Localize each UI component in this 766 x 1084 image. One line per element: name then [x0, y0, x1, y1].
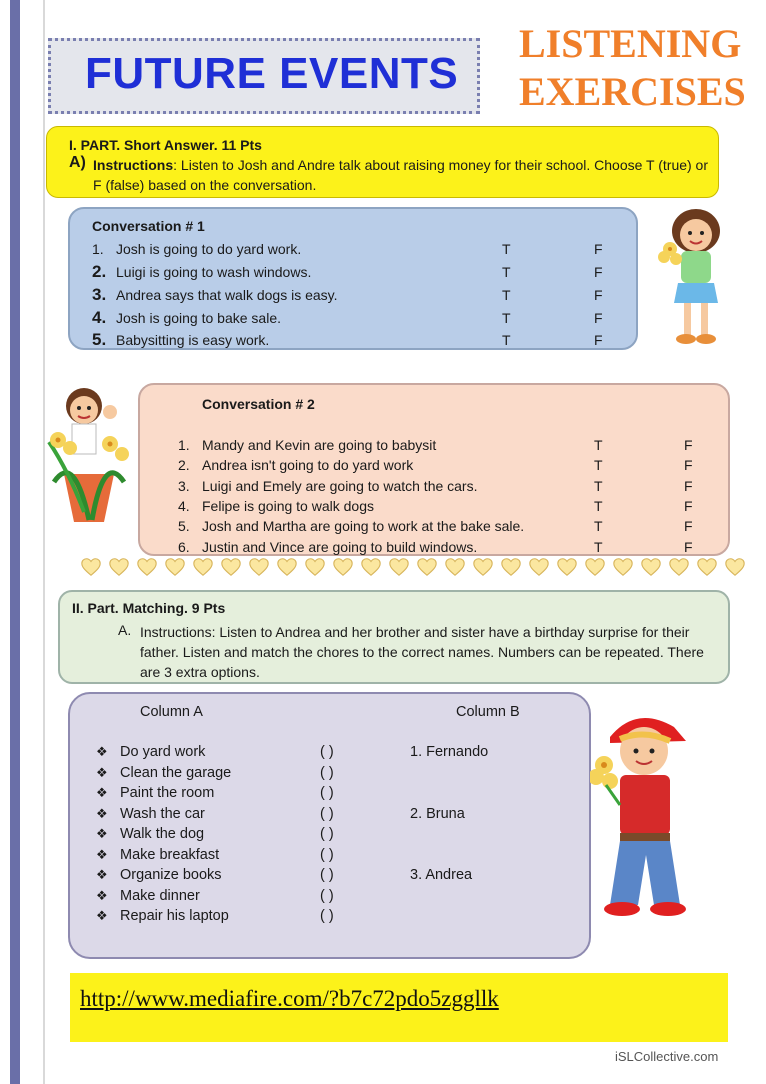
heart-icon: [136, 556, 158, 578]
false-option[interactable]: F: [684, 478, 693, 494]
list-item: 1. Josh is going to do yard work. T F: [92, 238, 622, 260]
list-item: ❖ Do yard work ( ) 1. Fernando: [96, 744, 489, 760]
true-option[interactable]: T: [502, 287, 511, 303]
list-item: ❖ Make dinner ( ): [96, 888, 334, 904]
left-border-stripe: [10, 0, 20, 1084]
part2-instructions-box: [58, 590, 730, 684]
bullet-icon: ❖: [96, 765, 108, 780]
heart-icon: [640, 556, 662, 578]
conversation-2-title: Conversation # 2: [202, 396, 315, 412]
false-option[interactable]: F: [684, 498, 693, 514]
list-item: ❖ Clean the garage ( ): [96, 765, 334, 781]
true-option[interactable]: T: [594, 457, 603, 473]
true-option[interactable]: T: [594, 478, 603, 494]
column-b-heading: Column B: [456, 704, 520, 720]
heart-icon: [220, 556, 242, 578]
left-margin-line: [43, 0, 45, 1084]
answer-blank[interactable]: ( ): [320, 806, 334, 822]
bullet-icon: ❖: [96, 847, 108, 862]
false-option[interactable]: F: [684, 457, 693, 473]
page-title: FUTURE EVENTS: [85, 49, 459, 98]
answer-blank[interactable]: ( ): [320, 867, 334, 883]
heart-icon: [80, 556, 102, 578]
conversation-1-title: Conversation # 1: [92, 218, 205, 234]
answer-blank[interactable]: ( ): [320, 765, 334, 781]
conversation-2-box: [138, 383, 730, 556]
true-option[interactable]: T: [502, 332, 511, 348]
mediafire-link[interactable]: http://www.mediafire.com/?b7c72pdo5zggllk: [80, 986, 499, 1011]
false-option[interactable]: F: [594, 332, 603, 348]
true-option[interactable]: T: [594, 498, 603, 514]
bullet-icon: ❖: [96, 867, 108, 882]
link-banner: [70, 973, 728, 1042]
true-option[interactable]: T: [502, 310, 511, 326]
conversation-1-box: [68, 207, 638, 350]
list-item: 6. Justin and Vince are going to build windows. T F: [178, 536, 718, 558]
bullet-icon: ❖: [96, 806, 108, 821]
matching-box: [68, 692, 591, 959]
list-item: 4. Felipe is going to walk dogs T F: [178, 495, 718, 517]
boy-in-flowers-illustration: [44, 382, 139, 530]
bullet-icon: ❖: [96, 888, 108, 903]
list-item: 3. Andrea says that walk dogs is easy. T F: [92, 285, 603, 304]
true-option[interactable]: T: [502, 241, 511, 257]
answer-blank[interactable]: ( ): [320, 888, 334, 904]
title-banner: [48, 38, 480, 114]
heart-icon: [668, 556, 690, 578]
list-item: ❖ Make breakfast ( ): [96, 847, 334, 863]
heart-icon: [164, 556, 186, 578]
heart-icon: [388, 556, 410, 578]
heart-icon: [500, 556, 522, 578]
true-option[interactable]: T: [502, 264, 511, 280]
heart-icon: [332, 556, 354, 578]
heart-icon: [248, 556, 270, 578]
name-option: 3. Andrea: [410, 867, 473, 883]
list-item: 3. Luigi and Emely are going to watch the cars. T F: [178, 475, 718, 497]
name-option: 1. Fernando: [410, 744, 489, 760]
name-option: 2. Bruna: [410, 806, 465, 822]
part2-letter: A.: [118, 622, 132, 638]
heart-icon: [360, 556, 382, 578]
false-option[interactable]: F: [684, 437, 693, 453]
heart-icon: [276, 556, 298, 578]
false-option[interactable]: F: [684, 518, 693, 534]
false-option[interactable]: F: [684, 539, 693, 555]
heart-icon: [444, 556, 466, 578]
list-item: 2. Luigi is going to wash windows. T F: [92, 262, 603, 281]
part1-heading: I. PART. Short Answer. 11 Pts: [69, 137, 262, 153]
heart-icon: [192, 556, 214, 578]
column-a-heading: Column A: [140, 704, 203, 720]
listening-exercises-heading: LISTENING EXERCISES: [519, 21, 746, 114]
false-option[interactable]: F: [594, 241, 603, 257]
true-option[interactable]: T: [594, 437, 603, 453]
answer-blank[interactable]: ( ): [320, 744, 334, 760]
answer-blank[interactable]: ( ): [320, 847, 334, 863]
true-option[interactable]: T: [594, 518, 603, 534]
false-option[interactable]: F: [594, 310, 603, 326]
list-item: ❖ Repair his laptop ( ): [96, 908, 334, 924]
part1-letter: A): [69, 154, 86, 171]
girl-with-flowers-illustration: [656, 205, 736, 347]
boy-with-cap-illustration: [590, 705, 702, 919]
part1-instructions: Instructions: Listen to Josh and Andre talk about raising money for their school. Choose T (true) or F (false) based on the conversation.: [93, 157, 709, 193]
bullet-icon: ❖: [96, 785, 108, 800]
heart-icon: [724, 556, 746, 578]
false-option[interactable]: F: [594, 287, 603, 303]
heart-icon: [416, 556, 438, 578]
heart-icon: [472, 556, 494, 578]
list-item: 4. Josh is going to bake sale. T F: [92, 308, 603, 327]
heart-icon: [556, 556, 578, 578]
heart-icon: [108, 556, 130, 578]
false-option[interactable]: F: [594, 264, 603, 280]
answer-blank[interactable]: ( ): [320, 785, 334, 801]
part2-instructions: Instructions: Listen to Andrea and her brother and sister have a birthday surprise for their father. Listen and match the chores to the correct names. Numbers can be repeated. There are 3 extra options.: [140, 624, 704, 680]
true-option[interactable]: T: [594, 539, 603, 555]
list-item: 1. Mandy and Kevin are going to babysit T F: [178, 434, 718, 456]
part2-heading: II. Part. Matching. 9 Pts: [72, 600, 226, 616]
list-item: ❖ Wash the car ( ) 2. Bruna: [96, 806, 465, 822]
answer-blank[interactable]: ( ): [320, 826, 334, 842]
heart-icon: [528, 556, 550, 578]
heart-icon: [696, 556, 718, 578]
heart-icon: [612, 556, 634, 578]
heart-divider: [80, 556, 746, 582]
list-item: 5. Babysitting is easy work. T F: [92, 330, 603, 349]
bullet-icon: ❖: [96, 908, 108, 923]
list-item: ❖ Paint the room ( ): [96, 785, 334, 801]
list-item: ❖ Organize books ( ) 3. Andrea: [96, 867, 473, 883]
list-item: 2. Andrea isn't going to do yard work T F: [178, 454, 718, 476]
part1-instructions-box: [46, 126, 719, 198]
bullet-icon: ❖: [96, 744, 108, 759]
watermark-footer: iSLCollective.com: [615, 1049, 719, 1064]
list-item: 5. Josh and Martha are going to work at the bake sale. T F: [178, 515, 718, 537]
answer-blank[interactable]: ( ): [320, 908, 334, 924]
bullet-icon: ❖: [96, 826, 108, 841]
list-item: ❖ Walk the dog ( ): [96, 826, 334, 842]
heart-icon: [304, 556, 326, 578]
heart-icon: [584, 556, 606, 578]
